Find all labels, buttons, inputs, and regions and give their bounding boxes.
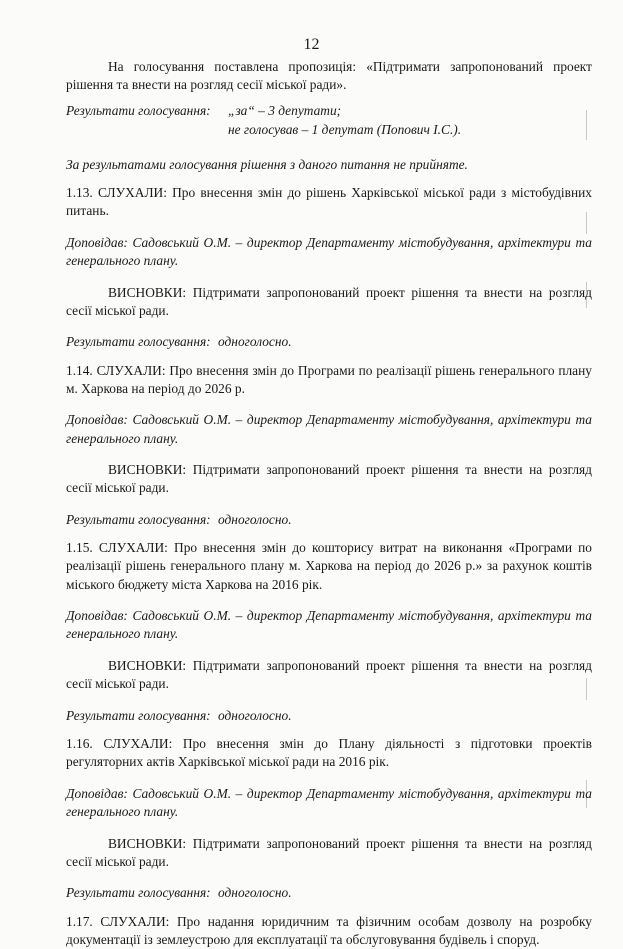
intro-decision: За результатами голосування рішення з даного питання не прийняте. bbox=[66, 156, 468, 172]
results-label: Результати голосування: bbox=[66, 103, 211, 119]
item-results bbox=[66, 707, 592, 725]
item-speaker: Доповідав: Садовський О.М. – директор Департаменту містобудування, архітектури та генерального плану. bbox=[66, 412, 592, 446]
results-abstain: не голосував – 1 депутат (Попович І.С.). bbox=[228, 121, 462, 137]
document-body bbox=[66, 58, 592, 949]
results-label: Результати голосування: bbox=[66, 512, 211, 527]
page-number: 12 bbox=[303, 36, 320, 53]
item-conclusion: ВИСНОВКИ: Підтримати запропонований проект рішення та внести на розгляд сесії міської ради. bbox=[66, 284, 592, 318]
agenda-item bbox=[66, 362, 592, 530]
item-heard: 1.16. СЛУХАЛИ: Про внесення змін до Плану діяльності з підготовки проектів регуляторних актів Харківської міської ради на 2016 рік. bbox=[66, 736, 592, 770]
results-label: Результати голосування: bbox=[66, 707, 211, 723]
results-value: одноголосно. bbox=[218, 334, 292, 350]
item-conclusion: ВИСНОВКИ: Підтримати запропонований проект рішення та внести на розгляд сесії міської ради. bbox=[66, 835, 592, 869]
intro-results bbox=[66, 102, 592, 138]
item-heard: 1.14. СЛУХАЛИ: Про внесення змін до Програми по реалізації рішень генерального плану м. Харкова на період до 2026 р. bbox=[66, 362, 592, 396]
results-for: „за“ – 3 депутати; bbox=[228, 103, 342, 119]
results-value: одноголосно. bbox=[218, 885, 292, 901]
results-value: одноголосно. bbox=[218, 707, 292, 723]
intro-proposal: На голосування поставлена пропозиція: «Підтримати запропонований проект рішення та внести на розгляд сесії міської ради». bbox=[66, 59, 592, 93]
results-label: Результати голосування: bbox=[66, 334, 211, 350]
agenda-item bbox=[66, 913, 592, 949]
item-results bbox=[66, 884, 592, 902]
item-heard: 1.17. СЛУХАЛИ: Про надання юридичним та фізичним особам дозволу на розробку документації із землеустрою для експлуатації та обслуговування будівель і споруд. bbox=[66, 913, 592, 947]
results-label: Результати голосування: bbox=[66, 885, 211, 901]
item-speaker: Доповідав: Садовський О.М. – директор Департаменту містобудування, архітектури та генерального плану. bbox=[66, 785, 592, 819]
item-speaker: Доповідав: Садовський О.М. – директор Департаменту містобудування, архітектури та генерального плану. bbox=[66, 608, 592, 642]
item-conclusion: ВИСНОВКИ: Підтримати запропонований проект рішення та внести на розгляд сесії міської ради. bbox=[66, 658, 592, 692]
agenda-item bbox=[66, 184, 592, 352]
item-results bbox=[66, 511, 592, 529]
item-heard: 1.13. СЛУХАЛИ: Про внесення змін до рішень Харківської міської ради з містобудівних питань. bbox=[66, 185, 592, 219]
agenda-item bbox=[66, 539, 592, 725]
agenda-item bbox=[66, 735, 592, 903]
item-conclusion: ВИСНОВКИ: Підтримати запропонований проект рішення та внести на розгляд сесії міської ради. bbox=[66, 462, 592, 496]
results-value: одноголосно. bbox=[218, 512, 292, 527]
item-results bbox=[66, 333, 592, 351]
item-speaker: Доповідав: Садовський О.М. – директор Департаменту містобудування, архітектури та генерального плану. bbox=[66, 234, 592, 269]
item-heard: 1.15. СЛУХАЛИ: Про внесення змін до кошторису витрат на виконання «Програми по реалізації рішень генерального плану м. Харкова на період до 2026 р.» за рахунок коштів міського бюджету міста Харкова на 2016 рік. bbox=[66, 540, 592, 592]
